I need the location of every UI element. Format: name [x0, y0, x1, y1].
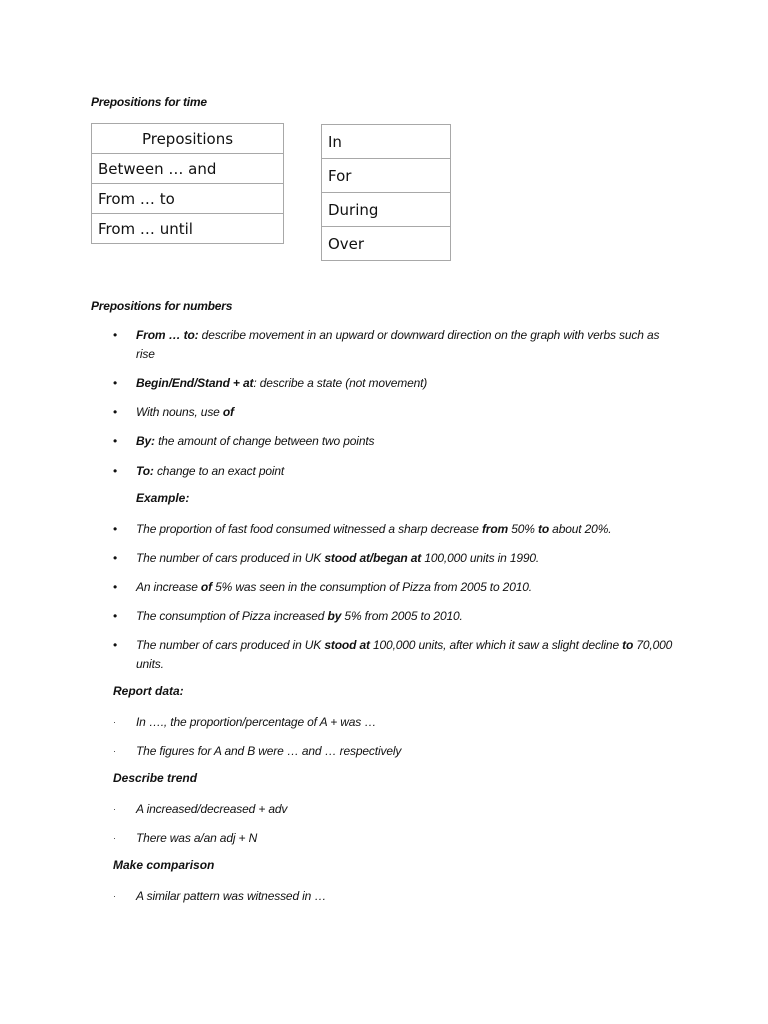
bullet-marker: • — [113, 434, 118, 448]
rule-keyword: From … to: — [136, 328, 199, 342]
example-keyword: to — [537, 522, 549, 536]
rule-keyword: of — [222, 405, 234, 419]
bullet-marker: • — [113, 580, 118, 594]
list-item — [113, 578, 673, 597]
example-keyword: stood at/began at — [324, 551, 422, 565]
list-item — [113, 374, 673, 393]
table-cell: For — [322, 159, 451, 193]
table-cell: Between … and — [92, 154, 284, 184]
example-text: 100,000 units, after which it saw a slight decline — [369, 638, 623, 652]
time-prepositions-table — [91, 123, 284, 244]
rule-keyword: By: — [136, 434, 155, 448]
example-keyword: stood at — [324, 638, 370, 652]
table-header: Prepositions — [92, 124, 284, 154]
example-text: The proportion of fast food consumed witnessed a sharp decrease — [136, 522, 482, 536]
list-item — [113, 636, 673, 674]
list-item — [113, 462, 673, 481]
bullet-marker: • — [113, 609, 118, 623]
table-cell: From … to — [92, 184, 284, 214]
dash-marker: · — [113, 891, 116, 901]
make-comparison-heading: Make comparison — [113, 858, 215, 872]
rule-text: change to an exact point — [153, 464, 285, 478]
bullet-marker: • — [113, 551, 118, 565]
example-text: 5% was seen in the consumption of Pizza from 2005 to 2010. — [211, 580, 532, 594]
rule-text: With nouns, use — [136, 405, 223, 419]
phrase-text: A similar pattern was witnessed in … — [136, 889, 327, 903]
bullet-marker: • — [113, 328, 118, 342]
example-keyword: of — [200, 580, 212, 594]
bullet-marker: • — [113, 376, 118, 390]
time-single-prepositions-table — [321, 124, 451, 261]
example-text: An increase — [136, 580, 201, 594]
report-data-heading: Report data: — [113, 684, 184, 698]
example-text: The number of cars produced in UK — [136, 638, 325, 652]
example-text: The number of cars produced in UK — [136, 551, 325, 565]
dash-marker: · — [113, 833, 116, 843]
example-text: The consumption of Pizza increased — [136, 609, 328, 623]
bullet-marker: • — [113, 638, 118, 652]
table-cell: Over — [322, 227, 451, 261]
example-text: 50% — [508, 522, 538, 536]
list-item — [113, 520, 673, 539]
describe-trend-heading: Describe trend — [113, 771, 198, 785]
example-text: about 20%. — [549, 522, 612, 536]
phrase-text: A increased/decreased + adv — [136, 802, 288, 816]
rule-text: : describe a state (not movement) — [253, 376, 428, 390]
list-item — [113, 829, 673, 848]
rule-keyword: To: — [136, 464, 154, 478]
rule-text: the amount of change between two points — [154, 434, 375, 448]
example-text: 100,000 units in 1990. — [421, 551, 540, 565]
table-cell: During — [322, 193, 451, 227]
list-item — [113, 326, 673, 364]
bullet-marker: • — [113, 522, 118, 536]
dash-marker: · — [113, 746, 116, 756]
example-keyword: by — [327, 609, 342, 623]
list-item — [113, 800, 673, 819]
example-text: 70,000 units. — [136, 638, 673, 671]
list-item — [113, 742, 673, 761]
example-label: Example: — [136, 491, 190, 505]
table-cell: From … until — [92, 214, 284, 244]
time-heading: Prepositions for time — [91, 95, 207, 109]
list-item — [113, 432, 673, 451]
phrase-text: The figures for A and B were … and … respectively — [136, 744, 402, 758]
table-cell: In — [322, 125, 451, 159]
list-item — [113, 403, 673, 422]
rule-keyword: Begin/End/Stand + at — [136, 376, 254, 390]
list-item — [113, 713, 673, 732]
bullet-marker: • — [113, 405, 118, 419]
list-item — [113, 887, 673, 906]
numbers-heading: Prepositions for numbers — [91, 299, 233, 313]
list-item — [113, 607, 673, 626]
phrase-text: There was a/an adj + N — [136, 831, 258, 845]
bullet-marker: • — [113, 464, 118, 478]
phrase-text: In …., the proportion/percentage of A + was … — [136, 715, 377, 729]
list-item — [113, 549, 673, 568]
example-keyword: from — [481, 522, 509, 536]
example-keyword: to — [622, 638, 634, 652]
dash-marker: · — [113, 804, 116, 814]
rule-text: describe movement in an upward or downward direction on the graph with verbs such as rise — [136, 328, 660, 361]
dash-marker: · — [113, 717, 116, 727]
example-text: 5% from 2005 to 2010. — [341, 609, 463, 623]
